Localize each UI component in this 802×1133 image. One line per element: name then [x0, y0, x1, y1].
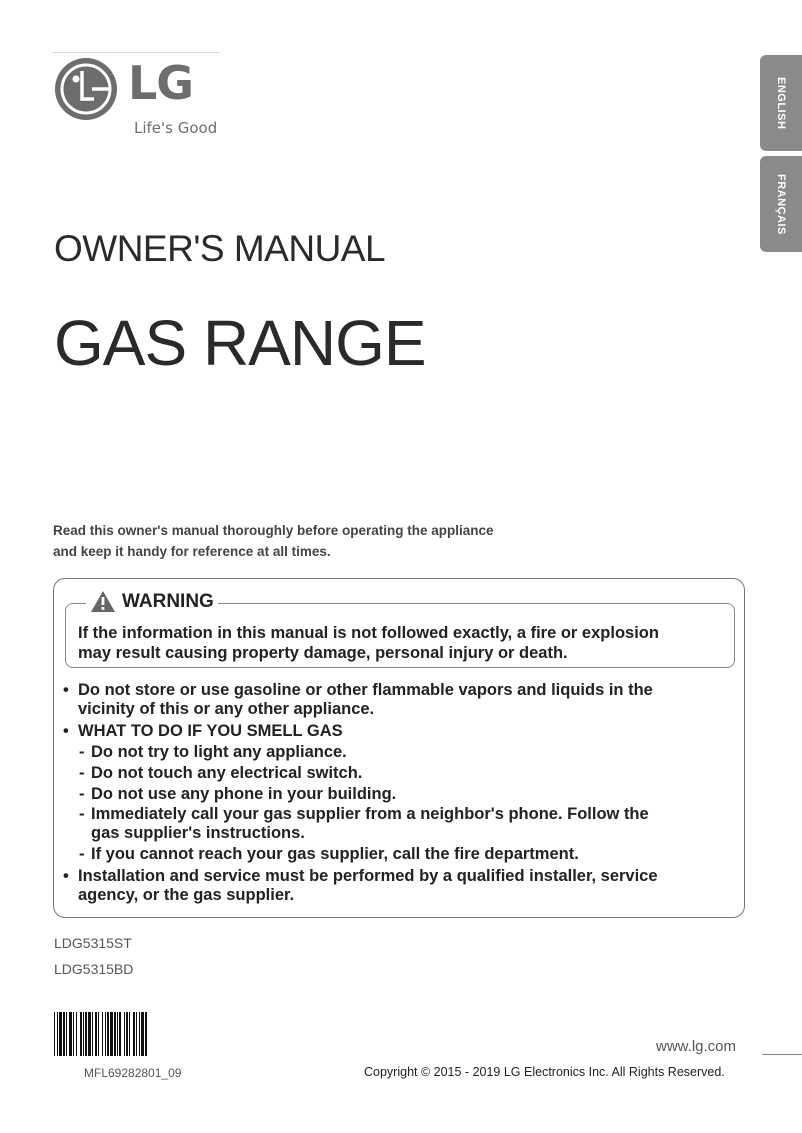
dash-marker: -: [79, 743, 85, 761]
barcode-bar: [114, 1012, 116, 1056]
lg-logo-icon: [52, 55, 120, 123]
barcode-bar: [54, 1012, 55, 1056]
warning-heading: [86, 590, 218, 613]
barcode-bar: [80, 1012, 82, 1056]
dash-item-call-supplier-line-2: gas supplier's instructions.: [91, 824, 305, 842]
barcode-bar: [73, 1012, 74, 1056]
barcode-bar: [145, 1012, 147, 1056]
tab-english[interactable]: [760, 55, 802, 151]
footer-rule: [762, 1054, 802, 1055]
dash-item-phone: [79, 785, 397, 804]
bullet-smell-gas-text: WHAT TO DO IF YOU SMELL GAS: [78, 722, 343, 740]
copyright-notice: Copyright © 2015 - 2019 LG Electronics Inc. All Rights Reserved.: [364, 1065, 725, 1079]
barcode-bar: [119, 1012, 121, 1056]
intro-text: [53, 520, 494, 562]
bullet-installation-line-1: Installation and service must be performed by a qualified installer, service: [78, 867, 658, 885]
bullet-marker: •: [63, 722, 69, 740]
barcode-bar: [69, 1012, 72, 1056]
model-number: LDG5315BD: [54, 961, 134, 977]
model-number: LDG5315ST: [54, 935, 132, 951]
barcode-bar: [83, 1012, 84, 1056]
barcode-bar: [59, 1012, 62, 1056]
lg-logo: [52, 55, 222, 140]
warning-message-line-1: If the information in this manual is not followed exactly, a fire or explosion: [78, 624, 659, 642]
dash-marker: -: [79, 845, 85, 863]
barcode-bar: [105, 1012, 106, 1056]
warning-message-line-2: may result causing property damage, personal injury or death.: [78, 644, 568, 662]
barcode-bar: [102, 1012, 103, 1056]
dash-item-call-supplier: [79, 805, 649, 843]
barcode-bar: [98, 1012, 99, 1056]
bullet-flammable-line-2: vicinity of this or any other appliance.: [78, 700, 375, 718]
warning-triangle-icon: [90, 590, 116, 613]
barcode-bar: [133, 1012, 135, 1056]
barcode-bar: [85, 1012, 87, 1056]
tab-francais-label: FRANÇAIS: [775, 173, 787, 235]
bullet-smell-gas: [63, 722, 343, 741]
bullet-installation-line-2: agency, or the gas supplier.: [78, 886, 295, 904]
barcode-bar: [124, 1012, 125, 1056]
bullet-installation: [63, 867, 658, 905]
website-link[interactable]: www.lg.com: [656, 1038, 737, 1055]
barcode-bar: [110, 1012, 113, 1056]
barcode-bar: [88, 1012, 91, 1056]
dash-marker: -: [79, 805, 85, 823]
barcode-bar: [57, 1012, 58, 1056]
dash-item-switch-text: Do not touch any electrical switch.: [91, 764, 363, 782]
barcode-image: [54, 1012, 222, 1056]
dash-marker: -: [79, 785, 85, 803]
part-number: MFL69282801_09: [84, 1066, 182, 1080]
barcode-bar: [117, 1012, 118, 1056]
barcode-bar: [129, 1012, 130, 1056]
dash-item-switch: [79, 764, 363, 783]
barcode-bar: [66, 1012, 67, 1056]
logo-wordmark: LG: [128, 56, 194, 110]
intro-line-2: and keep it handy for reference at all times.: [53, 544, 331, 559]
dash-item-light-text: Do not try to light any appliance.: [91, 743, 347, 761]
barcode-bar: [107, 1012, 109, 1056]
top-rule: [52, 52, 220, 53]
bullet-flammable-line-1: Do not store or use gasoline or other flammable vapors and liquids in the: [78, 681, 653, 699]
warning-heading-text: WARNING: [122, 590, 214, 612]
barcode-bar: [76, 1012, 77, 1056]
barcode-bar: [136, 1012, 137, 1056]
barcode-bar: [63, 1012, 65, 1056]
manual-subtitle: OWNER'S MANUAL: [54, 228, 386, 269]
dash-marker: -: [79, 764, 85, 782]
dash-item-phone-text: Do not use any phone in your building.: [91, 785, 397, 803]
bullet-flammable: [63, 681, 653, 719]
intro-line-1: Read this owner's manual thoroughly before operating the appliance: [53, 523, 494, 538]
barcode-bar: [92, 1012, 93, 1056]
dash-item-call-supplier-line-1: Immediately call your gas supplier from a neighbor's phone. Follow the: [91, 805, 649, 823]
bullet-marker: •: [63, 867, 69, 885]
barcode-bar: [141, 1012, 144, 1056]
dash-item-light: [79, 743, 347, 762]
product-title: GAS RANGE: [54, 307, 426, 379]
logo-tagline: Life's Good: [134, 119, 218, 137]
dash-item-fire-dept-text: If you cannot reach your gas supplier, call the fire department.: [91, 845, 579, 863]
dash-item-fire-dept: [79, 845, 579, 864]
bullet-marker: •: [63, 681, 69, 699]
barcode-bar: [126, 1012, 128, 1056]
tab-francais[interactable]: [760, 156, 802, 252]
barcode-bar: [95, 1012, 97, 1056]
barcode-bar: [139, 1012, 140, 1056]
tab-english-label: ENGLISH: [775, 76, 787, 130]
warning-message: [78, 623, 728, 663]
